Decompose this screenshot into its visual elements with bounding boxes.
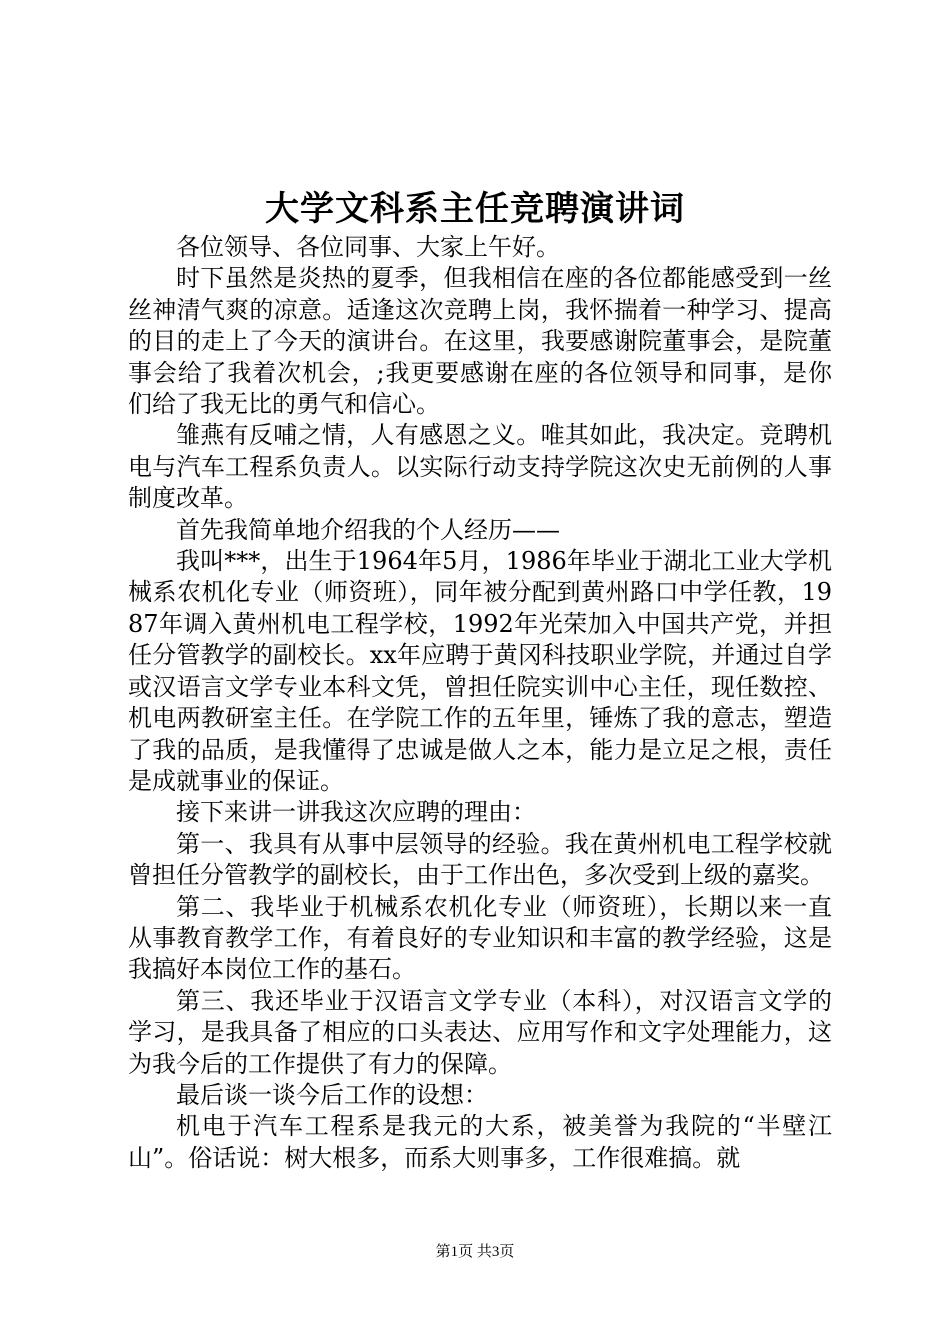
paragraph: 最后谈一谈今后工作的设想： — [176, 1080, 488, 1109]
paragraph: 各位领导、各位同事、大家上午好。 — [176, 233, 560, 261]
document-body — [128, 232, 832, 1174]
paragraph: 第一、我具有从事中层领导的经验。我在黄州机电工程学校就曾担任分管教学的副校长，由于工作出色，多次受到上级的嘉奖。 — [128, 829, 832, 890]
paragraph: 我叫***，出生于1964年5月，1986年毕业于湖北工业大学机械系农机化专业（师资班），同年被分配到黄州路口中学任教，1987年调入黄州机电工程学校，1992年光荣加入中国共产党，并担任分管教学的副校长。xx年应聘于黄冈科技职业学院，并通过自学或汉语言文学专业本科文凭，曾担任院实训中心主任，现任数控、机电两教研室主任。在学院工作的五年里，锤炼了我的意志，塑造了我的品质，是我懂得了忠诚是做人之本，能力是立足之根，责任是成就事业的保证。 — [128, 547, 832, 795]
paragraph: 时下虽然是炎热的夏季，但我相信在座的各位都能感受到一丝丝神清气爽的凉意。适逢这次竞聘上岗，我怀揣着一种学习、提高的目的走上了今天的演讲台。在这里，我要感谢院董事会，是院董事会给了我着次机会，;我更要感谢在座的各位领导和同事，是你们给了我无比的勇气和信心。 — [128, 264, 832, 419]
document-title: 大学文科系主任竞聘演讲词 — [265, 189, 685, 229]
page-number-footer: 第1页 共3页 — [435, 1244, 515, 1260]
paragraph: 接下来讲一讲我这次应聘的理由： — [176, 798, 536, 827]
paragraph: 第二、我毕业于机械系农机化专业（师资班），长期以来一直从事教育教学工作，有着良好的专业知识和丰富的教学经验，这是我搞好本岗位工作的基石。 — [128, 892, 832, 984]
paragraph: 首先我简单地介绍我的个人经历—— — [176, 515, 560, 544]
paragraph: 雏燕有反哺之情，人有感恩之义。唯其如此，我决定。竞聘机电与汽车工程系负责人。以实际行动支持学院这次史无前例的人事制度改革。 — [128, 421, 832, 513]
paragraph: 机电于汽车工程系是我元的大系，被美誉为我院的“半壁江山”。俗话说：树大根多，而系大则事多，工作很难搞。就 — [128, 1112, 832, 1172]
paragraph: 第三、我还毕业于汉语言文学专业（本科），对汉语言文学的学习，是我具备了相应的口头表达、应用写作和文字处理能力，这为我今后的工作提供了有力的保障。 — [128, 986, 832, 1078]
